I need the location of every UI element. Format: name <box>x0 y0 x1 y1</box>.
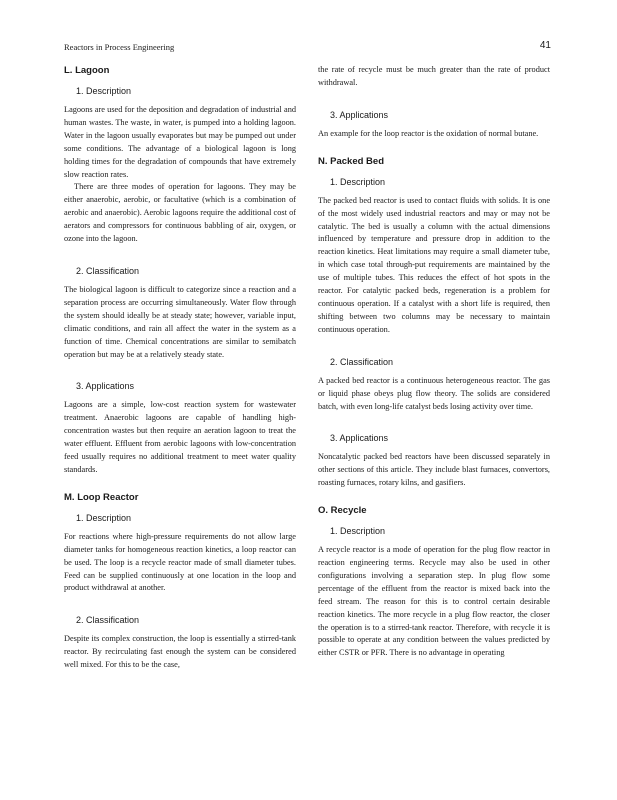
subheading-loop-classification: 2. Classification <box>76 615 140 626</box>
subheading-packed-bed-classification: 2. Classification <box>330 356 394 367</box>
paragraph: Lagoons are used for the deposition and degradation of industrial and human wastes. The waste, in water, is pumped into a holding lagoon. Water in the lagoon usually evaporates but may be pumped out under some conditions. The advantage of a biological lagoon is long holding times for the degradation of compounds that have extremely slow reaction rates. <box>64 105 296 179</box>
paragraph: Despite its complex construction, the loop is essentially a stirred-tank reactor. By recirculating fast enough the system can be considered well mixed. For this to be the case, <box>64 634 296 670</box>
subheading-loop-description: 1. Description <box>76 512 132 523</box>
subheading-lagoon-applications: 3. Applications <box>76 381 135 392</box>
paragraph: The packed bed reactor is used to contact fluids with solids. It is one of the most widely used industrial reactors and may or may not be catalytic. The bed is usually a column with the actual dimensions influenced by temperature and pressure drop in addition to the reaction kinetics. Heat limitations may require a small diameter tube, in which case total through-put requirements are maintained by the use of multiple tubes. This reduces the effect of hot spots in the reactor. For catalytic packed beds, regeneration is a problem for continuous operation. If a catalyst with a short life is required, then shifting between two columns may be necessary to maintain continuous operation. <box>318 195 550 334</box>
paragraph: There are three modes of operation for lagoons. They may be either anaerobic, aerobic, or facultative (which is a combination of aerobic and anaerobic). Aerobic lagoons require the additional cost of aerators and compressors for continuous babbling of air, oxygen, or ozone into the lagoon. <box>64 182 296 244</box>
paragraph: The biological lagoon is difficult to categorize since a reaction and a separation process are occurring simultaneously. Water flow through the system should ideally be at steady state; however, variable input, climatic conditions, and rain all affect the water in the system as a function of time. Chemical concentrations are similar to semibatch operation but may be at a relatively steady state. <box>64 284 296 359</box>
paragraph: Lagoons are a simple, low-cost reaction system for wastewater treatment. Anaerobic lagoons are capable of handling high-concentration wastes but then require an aeration lagoon to treat the water effluent. Effluent from aerobic lagoons with low-concentration feed usually requires no additional treatment to meet water quality standards. <box>64 400 296 474</box>
paragraph: An example for the loop reactor is the oxidation of normal butane. <box>318 128 539 138</box>
right-column <box>318 64 550 660</box>
section-heading-lagoon: L. Lagoon <box>64 65 110 76</box>
subheading-lagoon-description: 1. Description <box>76 86 132 96</box>
subheading-recycle-description: 1. Description <box>330 526 386 537</box>
section-heading-loop-reactor: M. Loop Reactor <box>64 491 139 503</box>
running-head: Reactors in Process Engineering <box>64 42 175 52</box>
page-number: 41 <box>539 40 551 51</box>
paragraph: the rate of recycle must be much greater than the rate of product withdrawal. <box>318 65 550 87</box>
paragraph: For reactions where high-pressure requirements do not allow large diameter tanks for homogeneous reaction kinetics, a loop reactor can be used. The loop is a recycle reactor made of small diameter tubes. Feed can be supplied continuously at one location in the loop and product withdrawal at another. <box>64 531 296 593</box>
paragraph: A packed bed reactor is a continuous heterogeneous reactor. The gas or liquid phase obeys plug flow theory. The solids are considered batch, with even long-life catalyst beds losing activity over time. <box>318 375 550 411</box>
section-heading-packed-bed: N. Packed Bed <box>318 155 384 167</box>
paragraph: A recycle reactor is a mode of operation for the plug flow reactor in reaction engineering terms. Recycle may also be used in other configurations involving a separation step. In plug flow some percentage of the effluent from the reactor is mixed back into the feed stream. The reason for this is to control certain desirable reaction kinetics. The more recycle in a plug flow reactor, the closer the operation is to a stirred-tank reactor. Therefore, with recycle it is possible to operate at any condition between the values predicted by either CSTR or PFR. There is no advantage in operating <box>318 545 550 658</box>
paragraph: Noncatalytic packed bed reactors have been discussed separately in other sections of this article. They include blast furnaces, convertors, roasting furnaces, rotary kilns, and gasifiers. <box>318 452 550 488</box>
subheading-lagoon-classification: 2. Classification <box>76 265 140 276</box>
subheading-packed-bed-applications: 3. Applications <box>330 433 389 444</box>
subheading-packed-bed-description: 1. Description <box>330 176 386 187</box>
left-column <box>64 64 296 672</box>
section-heading-recycle: O. Recycle <box>318 505 367 517</box>
subheading-loop-applications: 3. Applications <box>330 109 389 120</box>
